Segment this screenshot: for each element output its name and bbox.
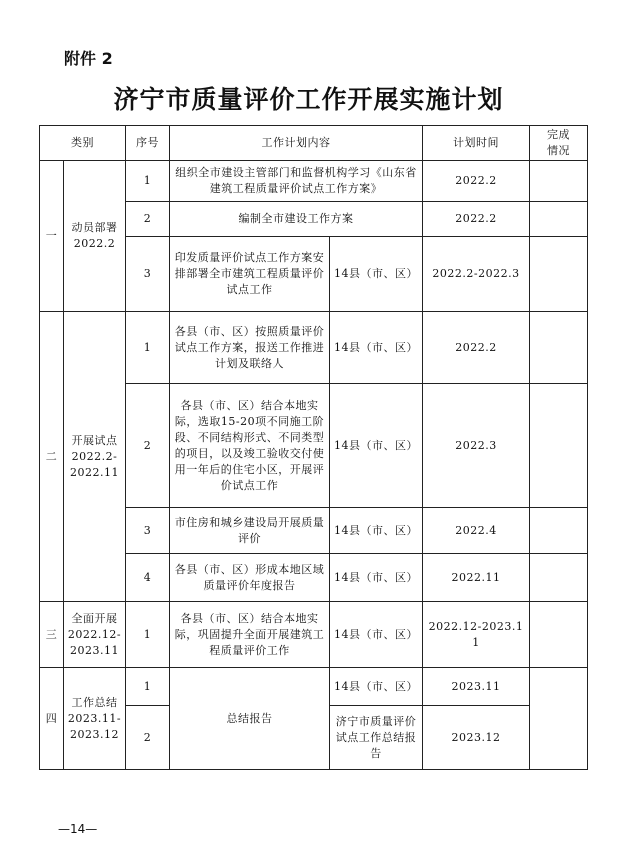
group-number: 三: [40, 602, 64, 668]
row-content: 印发质量评价试点工作方案安排部署全市建筑工程质量评价试点工作: [170, 237, 330, 312]
row-scope: 14县（市、区）: [330, 508, 423, 554]
row-content: 编制全市建设工作方案: [170, 202, 423, 237]
row-done: [530, 202, 588, 237]
row-time: 2022.12-2023.11: [423, 602, 530, 668]
row-done: [530, 237, 588, 312]
header-seq: 序号: [126, 126, 170, 161]
group-name: 工作总结 2023.11- 2023.12: [64, 668, 126, 770]
header-content: 工作计划内容: [170, 126, 423, 161]
implementation-plan-table: [39, 125, 588, 770]
row-done: [530, 312, 588, 384]
row-scope: 14县（市、区）: [330, 384, 423, 508]
row-time: 2022.2: [423, 202, 530, 237]
row-time: 2022.3: [423, 384, 530, 508]
row-done: [530, 602, 588, 668]
row-seq: 1: [126, 602, 170, 668]
header-time: 计划时间: [423, 126, 530, 161]
row-scope: 14县（市、区）: [330, 668, 423, 706]
row-content: 组织全市建设主管部门和监督机构学习《山东省建筑工程质量评价试点工作方案》: [170, 161, 423, 202]
row-done: [530, 554, 588, 602]
document-title: 济宁市质量评价工作开展实施计划: [113, 85, 504, 114]
row-seq: 1: [126, 312, 170, 384]
row-time: 2022.4: [423, 508, 530, 554]
row-scope: 14县（市、区）: [330, 602, 423, 668]
page-number: —14—: [58, 822, 98, 836]
group-number: 二: [40, 312, 64, 602]
row-seq: 1: [126, 668, 170, 706]
row-done: [530, 668, 588, 770]
row-content: 各县（市、区）结合本地实际，选取15-20项不同施工阶段、不同结构形式、不同类型的项目，以及竣工验收交付使用一年后的住宅小区，开展评价试点工作: [170, 384, 330, 508]
row-time: 2022.2: [423, 161, 530, 202]
row-seq: 1: [126, 161, 170, 202]
row-content: 总结报告: [170, 668, 330, 770]
row-scope: 14县（市、区）: [330, 312, 423, 384]
attachment-label: 附件 2: [64, 49, 113, 68]
row-seq: 4: [126, 554, 170, 602]
table-row: [40, 161, 588, 202]
row-time: 2022.11: [423, 554, 530, 602]
group-name: 动员部署 2022.2: [64, 161, 126, 312]
row-done: [530, 508, 588, 554]
header-category: 类别: [40, 126, 126, 161]
header-row: [40, 126, 588, 161]
row-time: 2023.11: [423, 668, 530, 706]
table-row: [40, 602, 588, 668]
row-time: 2023.12: [423, 706, 530, 770]
row-time: 2022.2-2022.3: [423, 237, 530, 312]
row-time: 2022.2: [423, 312, 530, 384]
table-row: [40, 668, 588, 706]
row-seq: 3: [126, 237, 170, 312]
group-number: 四: [40, 668, 64, 770]
row-done: [530, 384, 588, 508]
row-done: [530, 161, 588, 202]
row-content: 各县（市、区）结合本地实际，巩固提升全面开展建筑工程质量评价工作: [170, 602, 330, 668]
row-seq: 2: [126, 202, 170, 237]
row-seq: 2: [126, 384, 170, 508]
group-name: 全面开展 2022.12- 2023.11: [64, 602, 126, 668]
row-scope: 14县（市、区）: [330, 237, 423, 312]
row-content: 各县（市、区）形成本地区域质量评价年度报告: [170, 554, 330, 602]
row-content: 市住房和城乡建设局开展质量评价: [170, 508, 330, 554]
header-done: 完成 情况: [530, 126, 588, 161]
row-scope: 济宁市质量评价试点工作总结报告: [330, 706, 423, 770]
row-seq: 3: [126, 508, 170, 554]
group-name: 开展试点 2022.2- 2022.11: [64, 312, 126, 602]
row-content: 各县（市、区）按照质量评价试点工作方案，报送工作推进计划及联络人: [170, 312, 330, 384]
row-scope: 14县（市、区）: [330, 554, 423, 602]
table-row: [40, 312, 588, 384]
row-seq: 2: [126, 706, 170, 770]
group-number: 一: [40, 161, 64, 312]
